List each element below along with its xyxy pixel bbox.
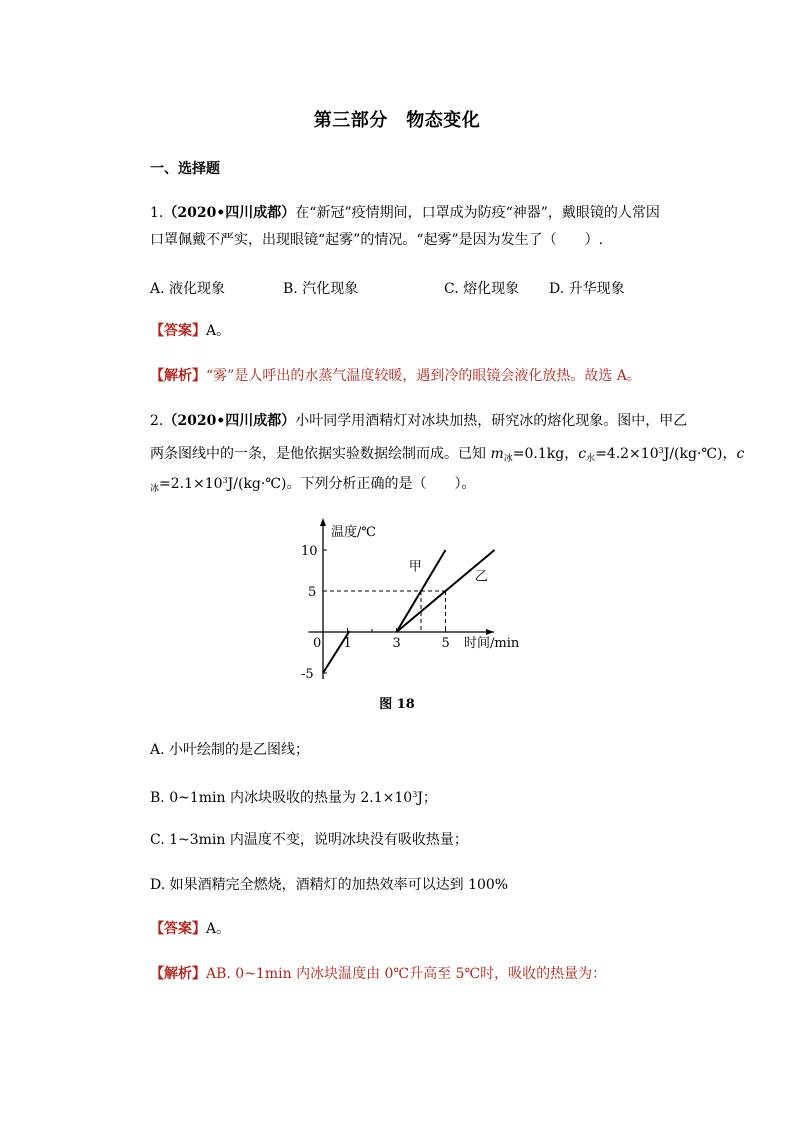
x-axis-label: 时间/min bbox=[464, 636, 520, 651]
q1-answer-label: 【答案】 bbox=[150, 323, 206, 339]
x-tick-label: 0 bbox=[313, 636, 322, 651]
q2-cice-unit: J/(kg·℃)。下列分析正确的是（ ）。 bbox=[227, 476, 476, 492]
x-tick-label: 5 bbox=[441, 636, 450, 651]
q2-cice-sub: 冰 bbox=[150, 484, 160, 494]
q2-stem-text2: 两条图线中的一条，是他依据实验数据绘制而成。已知 bbox=[150, 446, 491, 462]
page-title: 第三部分 物态变化 bbox=[313, 110, 481, 131]
q2-option-a: A. 小叶绘制的是乙图线； bbox=[150, 742, 310, 758]
y-tick-label: 5 bbox=[308, 585, 317, 600]
x-axis-arrow bbox=[486, 629, 494, 635]
q2-answer-label: 【答案】 bbox=[150, 921, 206, 937]
q2-stem-line3 bbox=[150, 471, 475, 499]
y-axis-label: 温度/℃ bbox=[331, 525, 376, 540]
q2-option-b-unit: J； bbox=[417, 790, 437, 806]
q1-option-b: B. 汽化现象 bbox=[283, 281, 359, 297]
q2-analysis-text: AB. 0~1min 内冰块温度由 0℃升高至 5℃时，吸收的热量为： bbox=[206, 966, 607, 982]
q2-cwater-exp: 3 bbox=[658, 446, 664, 455]
y-axis-arrow bbox=[320, 518, 326, 526]
q1-option-c: C. 熔化现象 bbox=[444, 281, 520, 297]
q2-option-d: D. 如果酒精完全燃烧，酒精灯的加热效率可以达到 100% bbox=[150, 877, 509, 893]
q2-stem-text1: 小叶同学用酒精灯对冰块加热，研究冰的熔化现象。图中，甲乙 bbox=[295, 413, 688, 429]
x-tick-label: 1 bbox=[343, 636, 352, 651]
q2-mass-symbol: m bbox=[490, 446, 504, 462]
q2-stem-line1 bbox=[150, 411, 687, 431]
x-tick-label: 3 bbox=[392, 636, 401, 651]
q2-answer-value: A。 bbox=[206, 921, 231, 937]
series-label-jia: 甲 bbox=[408, 559, 422, 575]
y-tick-label: -5 bbox=[301, 667, 314, 682]
q1-stem-line1 bbox=[150, 203, 660, 223]
q2-analysis-label: 【解析】 bbox=[150, 966, 206, 982]
q1-analysis bbox=[150, 366, 641, 386]
q1-source: （2020•四川成都） bbox=[163, 205, 296, 221]
q2-option-b-text: B. 0~1min 内冰块吸收的热量为 2.1×10 bbox=[150, 790, 413, 806]
q2-mass-sub: 冰 bbox=[503, 454, 513, 464]
q2-cwater-sub: 水 bbox=[586, 454, 596, 464]
q2-source: （2020•四川成都） bbox=[163, 413, 296, 429]
q2-option-c: C. 1~3min 内温度不变，说明冰块没有吸收热量； bbox=[150, 832, 468, 848]
q2-stem-line2 bbox=[150, 441, 744, 469]
q1-analysis-label: 【解析】 bbox=[150, 368, 206, 384]
q1-stem-line2: 口罩佩戴不严实，出现眼镜“起雾”的情况。“起雾”是因为发生了（ ）. bbox=[150, 232, 604, 248]
temperature-time-chart bbox=[288, 516, 528, 688]
q2-answer bbox=[150, 919, 230, 939]
q1-option-a: A. 液化现象 bbox=[150, 281, 226, 297]
q1-stem-text1: 在“新冠”疫情期间，口罩成为防疫“神器”，戴眼镜的人常因 bbox=[295, 205, 660, 221]
figure-caption: 图 18 bbox=[379, 697, 415, 712]
q1-analysis-text: “雾”是人呼出的水蒸气温度较暖，遇到冷的眼镜会液化放热。故选 A。 bbox=[206, 368, 641, 384]
q2-cice-exp: 3 bbox=[222, 476, 228, 485]
q2-mass-value: =0.1kg， bbox=[512, 446, 579, 462]
q1-option-d: D. 升华现象 bbox=[549, 281, 625, 297]
series-label-yi: 乙 bbox=[474, 569, 488, 585]
q2-cice-symbol: c bbox=[736, 446, 745, 462]
q1-answer-value: A。 bbox=[206, 323, 231, 339]
section-heading: 一、选择题 bbox=[150, 161, 220, 177]
q1-number: 1. bbox=[150, 205, 164, 221]
q2-number: 2. bbox=[150, 413, 164, 429]
y-tick-label: 10 bbox=[301, 544, 318, 559]
q2-cwater-symbol: c bbox=[578, 446, 587, 462]
q2-cice-value: =2.1×10 bbox=[159, 476, 223, 492]
melting-curve-line bbox=[323, 631, 350, 673]
q2-option-b bbox=[150, 785, 437, 808]
q2-option-b-exp: 3 bbox=[412, 790, 418, 799]
q1-answer bbox=[150, 321, 230, 341]
q2-analysis bbox=[150, 964, 606, 984]
q2-cwater-value: =4.2×10 bbox=[595, 446, 659, 462]
q2-cwater-unit: J/(kg·℃)， bbox=[663, 446, 737, 462]
